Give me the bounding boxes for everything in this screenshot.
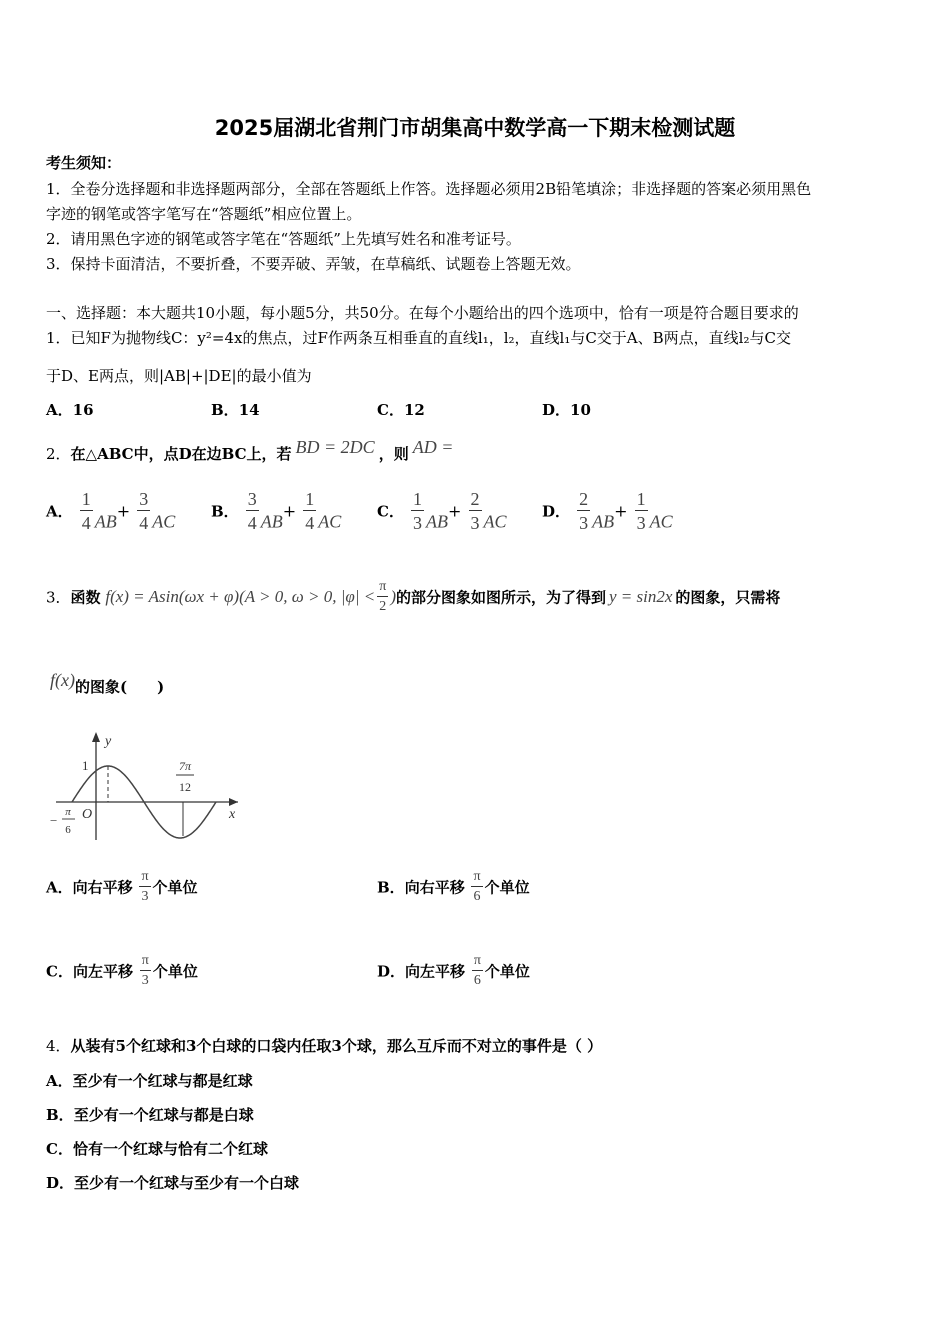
notice-line-2: 2．请用黑色字迹的钢笔或答字笔在“答题纸”上先填写姓名和准考证号。 <box>46 230 521 248</box>
q4-number: 4． <box>46 1037 71 1055</box>
q1-option-b[interactable]: B．14 <box>211 401 260 419</box>
y-axis-label: y <box>105 734 112 749</box>
peak-label-den: 12 <box>179 780 191 794</box>
q2-option-c[interactable]: C． $\frac{1}{3}$ AB+ $\frac{2}{3}$ AC <box>377 489 507 533</box>
y-axis-arrow <box>92 732 100 742</box>
q4-option-c[interactable]: C．恰有一个红球与恰有二个红球 <box>46 1140 268 1158</box>
q2-number: 2． <box>46 445 71 463</box>
q4-option-b[interactable]: B．至少有一个红球与都是白球 <box>46 1106 254 1124</box>
q2-ask: AD = <box>412 437 454 457</box>
q1-option-c[interactable]: C．12 <box>377 401 425 419</box>
notice-line-1a: 1．全卷分选择题和非选择题两部分，全部在答题纸上作答。选择题必须用2B铅笔填涂；非选择题的答案必须用黑色 <box>46 180 812 198</box>
q1-stem-line-2: 于D、E两点，则|AB|+|DE|的最小值为 <box>46 367 312 385</box>
sine-graph <box>44 728 244 846</box>
q1-line-1 <box>46 327 791 348</box>
q3-line-2: f(x)的图象( ) <box>50 670 165 696</box>
notice-heading: 考生须知： <box>46 154 122 172</box>
q4-option-d[interactable]: D．至少有一个红球与至少有一个白球 <box>46 1174 300 1192</box>
q1-option-d[interactable]: D．10 <box>542 401 591 419</box>
section-heading: 一、选择题：本大题共10小题，每小题5分，共50分。在每个小题给出的四个选项中，恰有一项是符合题目要求的 <box>46 304 799 322</box>
q3-option-d[interactable]: D．向左平移 $\frac{\pi}{6}$ 个单位 <box>377 953 530 988</box>
q2-condition: BD = 2DC <box>295 437 375 457</box>
q3-number: 3． <box>46 588 71 607</box>
left-minus: − <box>50 813 58 828</box>
q1-number: 1． <box>46 329 71 347</box>
q3-fx: f(x) <box>50 670 75 690</box>
left-label-den: 6 <box>65 824 71 836</box>
q1-option-a[interactable]: A．16 <box>46 401 94 419</box>
q2-option-a[interactable]: A． $\frac{1}{4}$ AB+ $\frac{3}{4}$ AC <box>46 489 176 533</box>
q3-target: y = sin2x <box>609 587 673 606</box>
q3-option-b[interactable]: B．向右平移 $\frac{\pi}{6}$ 个单位 <box>377 869 530 904</box>
origin-label: O <box>82 807 93 822</box>
q2-option-d[interactable]: D． $\frac{2}{3}$ AB+ $\frac{1}{3}$ AC <box>542 489 673 533</box>
q3-option-c[interactable]: C．向左平移 $\frac{\pi}{3}$ 个单位 <box>46 953 198 988</box>
page-title: 2025届湖北省荆门市胡集高中数学高一下期末检测试题 <box>214 116 736 140</box>
x-axis-label: x <box>229 807 236 822</box>
q2-option-b[interactable]: B． $\frac{3}{4}$ AB+ $\frac{1}{4}$ AC <box>211 489 342 533</box>
q3-stem: 3．函数 f(x) = Asin(ωx + φ)(A > 0, ω > 0, |φ| < $\frac{\pi}{2}$ )的部分图象如图所示，为了得到 y = sin2x 的图象，只需将 <box>46 579 781 614</box>
q3-option-a[interactable]: A．向右平移 $\frac{\pi}{3}$ 个单位 <box>46 869 198 904</box>
y-one-label: 1 <box>82 758 89 773</box>
q2-stem: 2．在△ABC中，点D在边BC上，若 BD = 2DC ，则 AD = <box>46 437 454 463</box>
q4-stem: 4．从装有5个红球和3个白球的口袋内任取3个球，那么互斥而不对立的事件是（ ） <box>46 1037 603 1055</box>
x-axis-arrow <box>229 798 238 806</box>
notice-line-3: 3．保持卡面清洁，不要折叠，不要弄破、弄皱，在草稿纸、试题卷上答题无效。 <box>46 255 581 273</box>
q4-option-a[interactable]: A．至少有一个红球与都是红球 <box>46 1072 253 1090</box>
notice-line-1b: 字迹的钢笔或答字笔写在“答题纸”相应位置上。 <box>46 205 362 223</box>
q1-stem-line-1: 已知F为抛物线C：y²=4x的焦点，过F作两条互相垂直的直线l₁，l₂，直线l₁与C交于A、B两点，直线l₂与C交 <box>70 329 791 347</box>
peak-label-num: 7π <box>178 759 192 773</box>
q3-function: f(x) = Asin(ωx + φ)(A > 0, ω > 0, |φ| < <box>105 587 376 606</box>
left-label-num: π <box>65 806 71 818</box>
